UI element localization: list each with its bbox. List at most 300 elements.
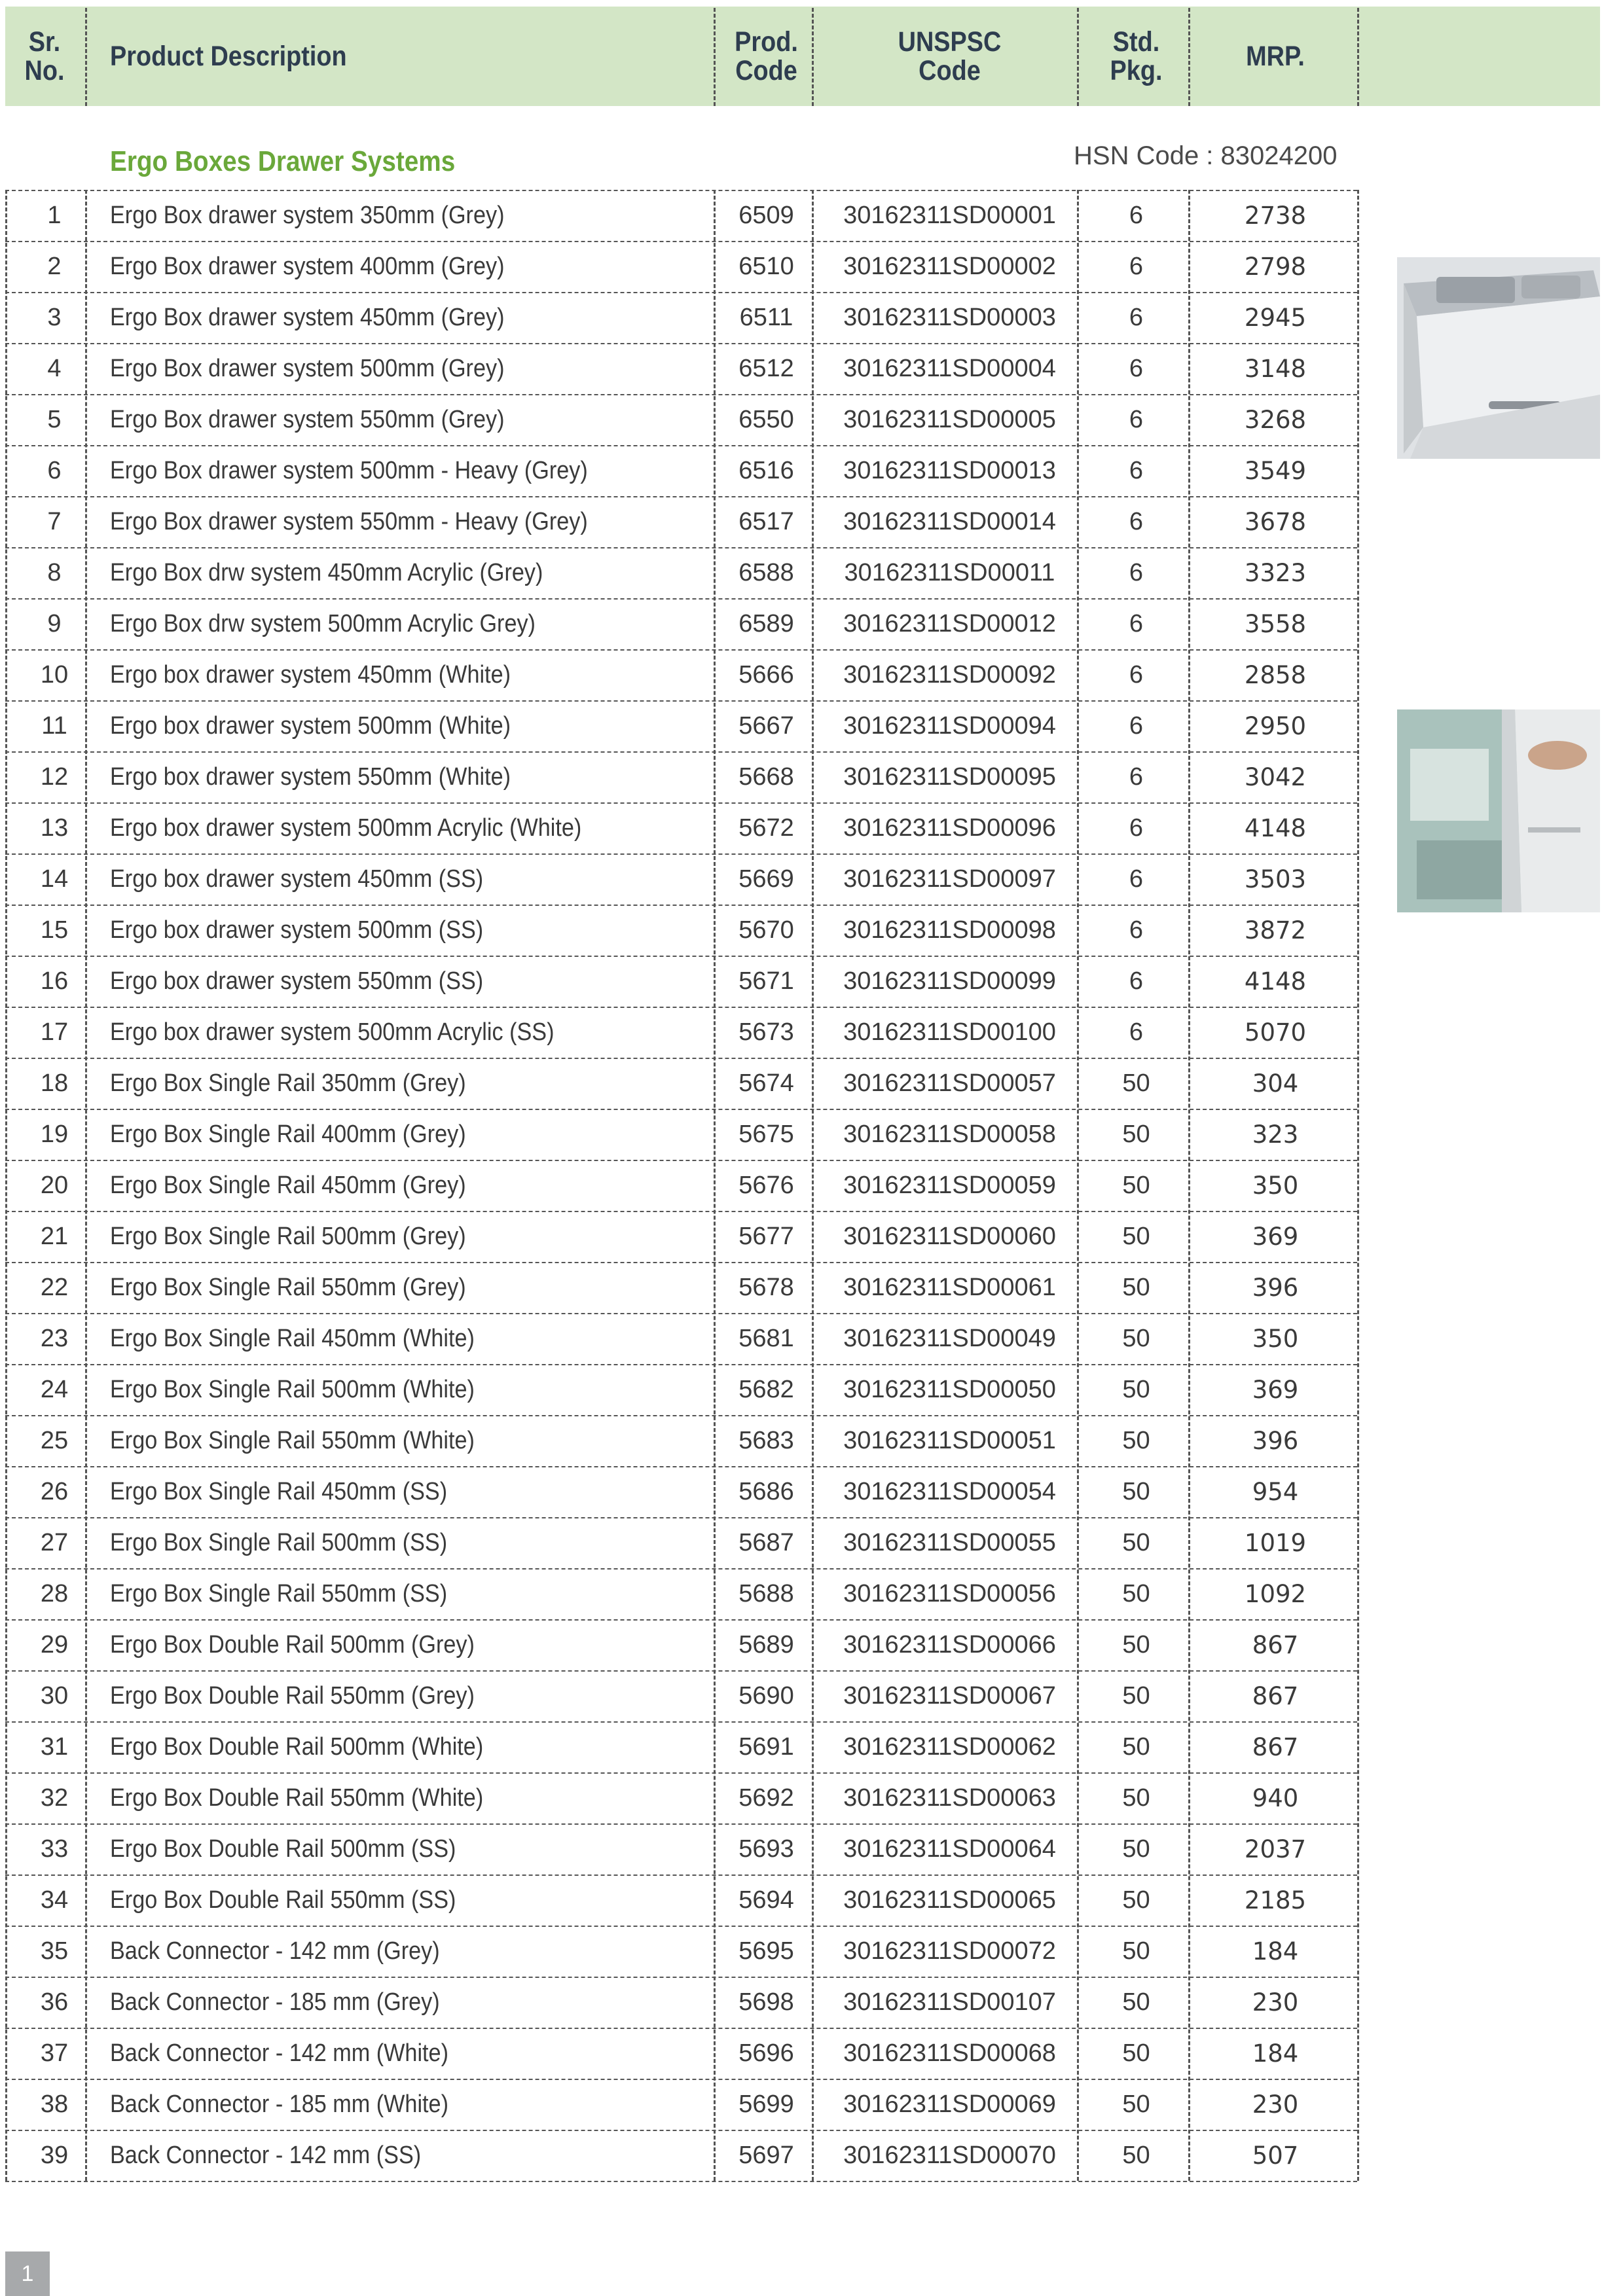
table-row: [5, 2079, 1357, 2130]
cell-std-pkg: 50: [1122, 1732, 1150, 1761]
header-divider: [1188, 8, 1190, 106]
cell-mrp: 3323: [1244, 558, 1307, 587]
cell-mrp: 3678: [1244, 507, 1307, 536]
cell-sr-no: 5: [47, 405, 62, 433]
row-divider: [5, 1619, 1357, 1621]
cell-prod-code: 6516: [738, 456, 794, 484]
row-divider: [5, 802, 1357, 804]
table-row: [5, 1874, 1357, 1926]
header-divider: [1077, 8, 1079, 106]
table-row: [5, 1466, 1357, 1517]
cell-std-pkg: 6: [1129, 303, 1144, 331]
cell-sr-no: 10: [40, 660, 69, 689]
row-divider: [5, 2079, 1357, 2080]
table-row: [5, 1977, 1357, 2028]
table-row: [5, 1619, 1357, 1670]
cell-description: Ergo box drawer system 500mm Acrylic (SS): [110, 1018, 555, 1046]
cell-unspsc-code: 30162311SD00062: [843, 1732, 1056, 1761]
table-row: [5, 1415, 1357, 1466]
cell-mrp: 396: [1252, 1426, 1299, 1455]
cell-std-pkg: 50: [1122, 1681, 1150, 1710]
header-divider: [812, 8, 814, 106]
row-divider: [5, 1211, 1357, 1212]
cell-std-pkg: 50: [1122, 1069, 1150, 1097]
cell-prod-code: 5681: [738, 1324, 794, 1352]
cell-unspsc-code: 30162311SD00066: [843, 1630, 1056, 1659]
cell-mrp: 323: [1252, 1120, 1299, 1149]
cell-prod-code: 6509: [738, 201, 794, 229]
cell-unspsc-code: 30162311SD00058: [843, 1120, 1056, 1148]
cell-sr-no: 22: [40, 1273, 69, 1301]
table-row: [5, 905, 1357, 956]
cell-description: Ergo Box drawer system 550mm (Grey): [110, 405, 505, 433]
drawer-system-white-image: [1397, 709, 1600, 912]
table-row: [5, 751, 1357, 802]
cell-sr-no: 23: [40, 1324, 69, 1352]
header-unspsc-code: UNSPSC Code: [898, 26, 1002, 86]
cell-std-pkg: 6: [1129, 967, 1144, 995]
header-divider: [714, 8, 716, 106]
cell-prod-code: 5671: [738, 967, 794, 995]
row-divider: [5, 190, 1357, 191]
row-divider: [5, 853, 1357, 855]
cell-unspsc-code: 30162311SD00051: [843, 1426, 1056, 1454]
cell-description: Ergo Box drawer system 350mm (Grey): [110, 201, 505, 229]
cell-std-pkg: 6: [1129, 865, 1144, 893]
cell-std-pkg: 6: [1129, 660, 1144, 689]
cell-std-pkg: 6: [1129, 916, 1144, 944]
cell-unspsc-code: 30162311SD00061: [843, 1273, 1056, 1301]
cell-std-pkg: 6: [1129, 456, 1144, 484]
cell-mrp: 954: [1252, 1477, 1299, 1506]
cell-sr-no: 21: [40, 1222, 69, 1250]
row-divider: [5, 292, 1357, 293]
cell-sr-no: 35: [40, 1937, 69, 1965]
cell-std-pkg: 6: [1129, 762, 1144, 791]
cell-sr-no: 30: [40, 1681, 69, 1710]
cell-unspsc-code: 30162311SD00014: [843, 507, 1056, 535]
cell-mrp: 369: [1252, 1375, 1299, 1404]
table-row: [5, 292, 1357, 343]
cell-sr-no: 33: [40, 1835, 69, 1863]
cell-description: Ergo Box Single Rail 500mm (Grey): [110, 1222, 466, 1250]
table-row: [5, 1823, 1357, 1874]
cell-mrp: 867: [1252, 1732, 1299, 1761]
cell-std-pkg: 50: [1122, 1375, 1150, 1403]
cell-unspsc-code: 30162311SD00011: [844, 558, 1055, 586]
row-divider: [5, 1364, 1357, 1365]
cell-prod-code: 5686: [738, 1477, 794, 1505]
cell-description: Ergo Box Single Rail 350mm (Grey): [110, 1069, 466, 1097]
table-row: [5, 343, 1357, 394]
cell-sr-no: 12: [40, 762, 69, 791]
cell-description: Ergo Box drw system 450mm Acrylic (Grey): [110, 558, 543, 586]
cell-description: Ergo Box drw system 500mm Acrylic Grey): [110, 609, 536, 637]
table-row: [5, 1670, 1357, 1721]
cell-mrp: 3042: [1244, 762, 1307, 791]
hsn-code: HSN Code : 83024200: [1074, 141, 1338, 170]
row-divider: [5, 1415, 1357, 1416]
cell-std-pkg: 6: [1129, 814, 1144, 842]
cell-prod-code: 6550: [738, 405, 794, 433]
cell-unspsc-code: 30162311SD00097: [843, 865, 1056, 893]
cell-mrp: 350: [1252, 1171, 1299, 1200]
cell-std-pkg: 6: [1129, 1018, 1144, 1046]
cell-prod-code: 5677: [738, 1222, 794, 1250]
cell-sr-no: 24: [40, 1375, 69, 1403]
column-divider: [85, 190, 87, 2181]
cell-description: Ergo Box Single Rail 450mm (Grey): [110, 1171, 466, 1199]
cell-prod-code: 5688: [738, 1579, 794, 1607]
row-divider: [5, 1670, 1357, 1672]
table-row: [5, 853, 1357, 905]
table-row: [5, 802, 1357, 853]
cell-description: Ergo box drawer system 450mm (White): [110, 660, 511, 689]
table-row: [5, 1007, 1357, 1058]
page-number: 1: [5, 2251, 50, 2296]
cell-std-pkg: 6: [1129, 609, 1144, 637]
cell-mrp: 3549: [1244, 456, 1307, 485]
row-divider: [5, 1160, 1357, 1161]
cell-prod-code: 5690: [738, 1681, 794, 1710]
table-row: [5, 1772, 1357, 1823]
cell-mrp: 350: [1252, 1324, 1299, 1353]
table-row: [5, 598, 1357, 649]
cell-unspsc-code: 30162311SD00068: [843, 2039, 1056, 2067]
cell-unspsc-code: 30162311SD00070: [843, 2141, 1056, 2169]
cell-sr-no: 20: [40, 1171, 69, 1199]
cell-sr-no: 17: [40, 1018, 69, 1046]
row-divider: [5, 241, 1357, 242]
row-divider: [5, 1262, 1357, 1263]
cell-std-pkg: 6: [1129, 711, 1144, 740]
cell-prod-code: 5673: [738, 1018, 794, 1046]
cell-unspsc-code: 30162311SD00054: [843, 1477, 1056, 1505]
row-divider: [5, 1721, 1357, 1723]
cell-unspsc-code: 30162311SD00069: [843, 2090, 1056, 2118]
cell-mrp: 2798: [1244, 252, 1307, 281]
cell-prod-code: 6588: [738, 558, 794, 586]
row-divider: [5, 1058, 1357, 1059]
cell-description: Ergo box drawer system 500mm (White): [110, 711, 511, 740]
cell-mrp: 867: [1252, 1630, 1299, 1659]
cell-unspsc-code: 30162311SD00092: [843, 660, 1056, 689]
table-row: [5, 956, 1357, 1007]
cell-mrp: 2950: [1244, 711, 1307, 740]
row-divider: [5, 394, 1357, 395]
cell-description: Ergo Box Single Rail 550mm (SS): [110, 1579, 448, 1607]
cell-unspsc-code: 30162311SD00067: [843, 1681, 1056, 1710]
cell-std-pkg: 50: [1122, 2141, 1150, 2169]
cell-prod-code: 6589: [738, 609, 794, 637]
cell-description: Back Connector - 185 mm (Grey): [110, 1988, 440, 2016]
cell-sr-no: 39: [40, 2141, 69, 2169]
cell-std-pkg: 50: [1122, 1886, 1150, 1914]
cell-sr-no: 25: [40, 1426, 69, 1454]
cell-prod-code: 5674: [738, 1069, 794, 1097]
cell-std-pkg: 50: [1122, 1273, 1150, 1301]
cell-sr-no: 36: [40, 1988, 69, 2016]
cell-mrp: 304: [1252, 1069, 1299, 1098]
row-divider: [5, 496, 1357, 497]
table-row: [5, 1262, 1357, 1313]
cell-unspsc-code: 30162311SD00107: [843, 1988, 1056, 2016]
cell-std-pkg: 50: [1122, 1171, 1150, 1199]
cell-mrp: 3872: [1244, 916, 1307, 944]
cell-mrp: 1019: [1244, 1528, 1307, 1557]
cell-sr-no: 26: [40, 1477, 69, 1505]
cell-sr-no: 7: [47, 507, 62, 535]
cell-prod-code: 5670: [738, 916, 794, 944]
cell-prod-code: 5691: [738, 1732, 794, 1761]
row-divider: [5, 1772, 1357, 1774]
table-row: [5, 1517, 1357, 1568]
cell-description: Ergo Box Single Rail 450mm (SS): [110, 1477, 448, 1505]
cell-description: Ergo Box Single Rail 400mm (Grey): [110, 1120, 466, 1148]
cell-mrp: 3558: [1244, 609, 1307, 638]
cell-sr-no: 32: [40, 1784, 69, 1812]
cell-description: Back Connector - 142 mm (SS): [110, 2141, 422, 2169]
table-row: [5, 190, 1357, 241]
cell-mrp: 2185: [1244, 1886, 1307, 1914]
cell-description: Ergo Box drawer system 450mm (Grey): [110, 303, 505, 331]
cell-prod-code: 5683: [738, 1426, 794, 1454]
cell-std-pkg: 50: [1122, 1222, 1150, 1250]
cell-unspsc-code: 30162311SD00012: [843, 609, 1056, 637]
cell-unspsc-code: 30162311SD00099: [843, 967, 1056, 995]
row-divider: [5, 751, 1357, 753]
cell-mrp: 230: [1252, 2090, 1299, 2119]
cell-unspsc-code: 30162311SD00056: [843, 1579, 1056, 1607]
row-divider: [5, 2181, 1357, 2182]
table-row: [5, 1313, 1357, 1364]
cell-description: Ergo box drawer system 500mm (SS): [110, 916, 484, 944]
cell-prod-code: 6511: [739, 303, 793, 331]
table-row: [5, 1160, 1357, 1211]
column-divider: [812, 190, 814, 2181]
cell-sr-no: 34: [40, 1886, 69, 1914]
cell-sr-no: 1: [47, 201, 62, 229]
cell-std-pkg: 50: [1122, 2039, 1150, 2067]
cell-sr-no: 28: [40, 1579, 69, 1607]
cell-mrp: 230: [1252, 1988, 1299, 2017]
cell-prod-code: 5667: [738, 711, 794, 740]
cell-prod-code: 5697: [738, 2141, 794, 2169]
header-divider: [85, 8, 87, 106]
cell-sr-no: 19: [40, 1120, 69, 1148]
row-divider: [5, 649, 1357, 651]
cell-description: Ergo Box Single Rail 500mm (White): [110, 1375, 475, 1403]
cell-unspsc-code: 30162311SD00100: [843, 1018, 1056, 1046]
cell-prod-code: 5695: [738, 1937, 794, 1965]
table-row: [5, 2028, 1357, 2079]
row-divider: [5, 905, 1357, 906]
header-divider: [1357, 8, 1359, 106]
cell-description: Ergo box drawer system 550mm (White): [110, 762, 511, 791]
cell-unspsc-code: 30162311SD00059: [843, 1171, 1056, 1199]
cell-unspsc-code: 30162311SD00065: [843, 1886, 1056, 1914]
cell-description: Ergo Box drawer system 400mm (Grey): [110, 252, 505, 280]
cell-mrp: 940: [1252, 1784, 1299, 1812]
cell-unspsc-code: 30162311SD00095: [843, 762, 1056, 791]
column-divider: [1357, 190, 1359, 2181]
cell-unspsc-code: 30162311SD00001: [843, 201, 1056, 229]
table-row: [5, 1364, 1357, 1415]
cell-description: Ergo Box Double Rail 500mm (Grey): [110, 1630, 475, 1659]
table-row: [5, 1926, 1357, 1977]
cell-prod-code: 5692: [738, 1784, 794, 1812]
cell-description: Ergo Box Single Rail 550mm (White): [110, 1426, 475, 1454]
table-row: [5, 241, 1357, 292]
cell-sr-no: 18: [40, 1069, 69, 1097]
cell-description: Ergo Box Single Rail 450mm (White): [110, 1324, 475, 1352]
cell-unspsc-code: 30162311SD00003: [843, 303, 1056, 331]
table-row: [5, 1058, 1357, 1109]
cell-sr-no: 31: [40, 1732, 69, 1761]
cell-sr-no: 29: [40, 1630, 69, 1659]
header-std-pkg: Std. Pkg.: [1110, 26, 1163, 86]
row-divider: [5, 700, 1357, 702]
cell-prod-code: 5696: [738, 2039, 794, 2067]
table-row: [5, 1109, 1357, 1160]
cell-description: Ergo Box Single Rail 500mm (SS): [110, 1528, 448, 1556]
cell-sr-no: 15: [40, 916, 69, 944]
cell-unspsc-code: 30162311SD00050: [843, 1375, 1056, 1403]
cell-unspsc-code: 30162311SD00049: [843, 1324, 1056, 1352]
cell-unspsc-code: 30162311SD00096: [843, 814, 1056, 842]
cell-sr-no: 27: [40, 1528, 69, 1556]
cell-prod-code: 5672: [738, 814, 794, 842]
cell-mrp: 184: [1252, 2039, 1299, 2068]
header-description: Product Description: [110, 41, 347, 72]
cell-description: Ergo Box Double Rail 500mm (White): [110, 1732, 484, 1761]
cell-mrp: 396: [1252, 1273, 1299, 1302]
cell-prod-code: 5693: [738, 1835, 794, 1863]
cell-std-pkg: 50: [1122, 1988, 1150, 2016]
cell-prod-code: 5682: [738, 1375, 794, 1403]
cell-prod-code: 5666: [738, 660, 794, 689]
cell-description: Ergo Box drawer system 550mm - Heavy (Grey): [110, 507, 588, 535]
cell-description: Ergo Box Double Rail 500mm (SS): [110, 1835, 456, 1863]
cell-unspsc-code: 30162311SD00005: [843, 405, 1056, 433]
cell-mrp: 1092: [1244, 1579, 1307, 1608]
cell-std-pkg: 50: [1122, 1477, 1150, 1505]
cell-prod-code: 5668: [738, 762, 794, 791]
cell-unspsc-code: 30162311SD00064: [843, 1835, 1056, 1863]
row-divider: [5, 1313, 1357, 1314]
cell-description: Ergo Box Double Rail 550mm (Grey): [110, 1681, 475, 1710]
cell-description: Ergo box drawer system 500mm Acrylic (White): [110, 814, 582, 842]
row-divider: [5, 445, 1357, 446]
cell-description: Ergo Box Double Rail 550mm (SS): [110, 1886, 456, 1914]
row-divider: [5, 1109, 1357, 1110]
table-row: [5, 394, 1357, 445]
cell-unspsc-code: 30162311SD00063: [843, 1784, 1056, 1812]
cell-sr-no: 6: [47, 456, 62, 484]
header-mrp: MRP.: [1246, 41, 1305, 72]
cell-mrp: 3503: [1244, 865, 1307, 893]
row-divider: [5, 1007, 1357, 1008]
cell-sr-no: 11: [41, 711, 67, 740]
cell-prod-code: 6517: [738, 507, 794, 535]
cell-sr-no: 16: [40, 967, 69, 995]
cell-mrp: 4148: [1244, 814, 1307, 842]
cell-prod-code: 5669: [738, 865, 794, 893]
cell-std-pkg: 6: [1129, 405, 1144, 433]
cell-mrp: 184: [1252, 1937, 1299, 1965]
table-row: [5, 1211, 1357, 1262]
table-header: [5, 7, 1600, 106]
cell-mrp: 867: [1252, 1681, 1299, 1710]
table-row: [5, 547, 1357, 598]
cell-prod-code: 6512: [738, 354, 794, 382]
header-sr-no: Sr. No.: [24, 26, 65, 86]
row-divider: [5, 343, 1357, 344]
table-row: [5, 700, 1357, 751]
row-divider: [5, 598, 1357, 600]
column-divider: [5, 190, 7, 2181]
cell-std-pkg: 50: [1122, 1630, 1150, 1659]
cell-description: Ergo Box Single Rail 550mm (Grey): [110, 1273, 466, 1301]
column-divider: [1188, 190, 1190, 2181]
cell-std-pkg: 50: [1122, 1324, 1150, 1352]
cell-std-pkg: 6: [1129, 201, 1144, 229]
header-prod-code: Prod. Code: [735, 26, 798, 86]
cell-mrp: 5070: [1244, 1018, 1307, 1047]
table-row: [5, 496, 1357, 547]
cell-mrp: 4148: [1244, 967, 1307, 996]
cell-sr-no: 13: [40, 814, 69, 842]
cell-description: Ergo box drawer system 450mm (SS): [110, 865, 484, 893]
cell-sr-no: 14: [40, 865, 69, 893]
cell-prod-code: 5678: [738, 1273, 794, 1301]
cell-prod-code: 6510: [738, 252, 794, 280]
cell-mrp: 507: [1252, 2141, 1299, 2170]
row-divider: [5, 1823, 1357, 1825]
cell-description: Back Connector - 185 mm (White): [110, 2090, 448, 2118]
cell-prod-code: 5689: [738, 1630, 794, 1659]
cell-std-pkg: 50: [1122, 1579, 1150, 1607]
row-divider: [5, 547, 1357, 548]
cell-mrp: 3148: [1244, 354, 1307, 383]
cell-sr-no: 9: [47, 609, 62, 637]
cell-sr-no: 38: [40, 2090, 69, 2118]
cell-std-pkg: 6: [1129, 252, 1144, 280]
cell-mrp: 2945: [1244, 303, 1307, 332]
cell-unspsc-code: 30162311SD00057: [843, 1069, 1056, 1097]
cell-unspsc-code: 30162311SD00002: [843, 252, 1056, 280]
row-divider: [5, 1977, 1357, 1978]
drawer-system-grey-image: [1397, 257, 1600, 459]
row-divider: [5, 956, 1357, 957]
row-divider: [5, 1466, 1357, 1467]
cell-description: Ergo Box drawer system 500mm (Grey): [110, 354, 505, 382]
cell-mrp: 3268: [1244, 405, 1307, 434]
cell-description: Ergo Box Double Rail 550mm (White): [110, 1784, 484, 1812]
row-divider: [5, 1926, 1357, 1927]
cell-std-pkg: 50: [1122, 1426, 1150, 1454]
cell-sr-no: 4: [47, 354, 62, 382]
column-divider: [1077, 190, 1079, 2181]
cell-unspsc-code: 30162311SD00098: [843, 916, 1056, 944]
cell-std-pkg: 50: [1122, 1528, 1150, 1556]
cell-sr-no: 2: [47, 252, 62, 280]
section-title: Ergo Boxes Drawer Systems: [110, 145, 456, 177]
cell-mrp: 2738: [1244, 201, 1307, 230]
cell-std-pkg: 6: [1129, 507, 1144, 535]
cell-description: Back Connector - 142 mm (White): [110, 2039, 448, 2067]
cell-sr-no: 8: [47, 558, 62, 586]
